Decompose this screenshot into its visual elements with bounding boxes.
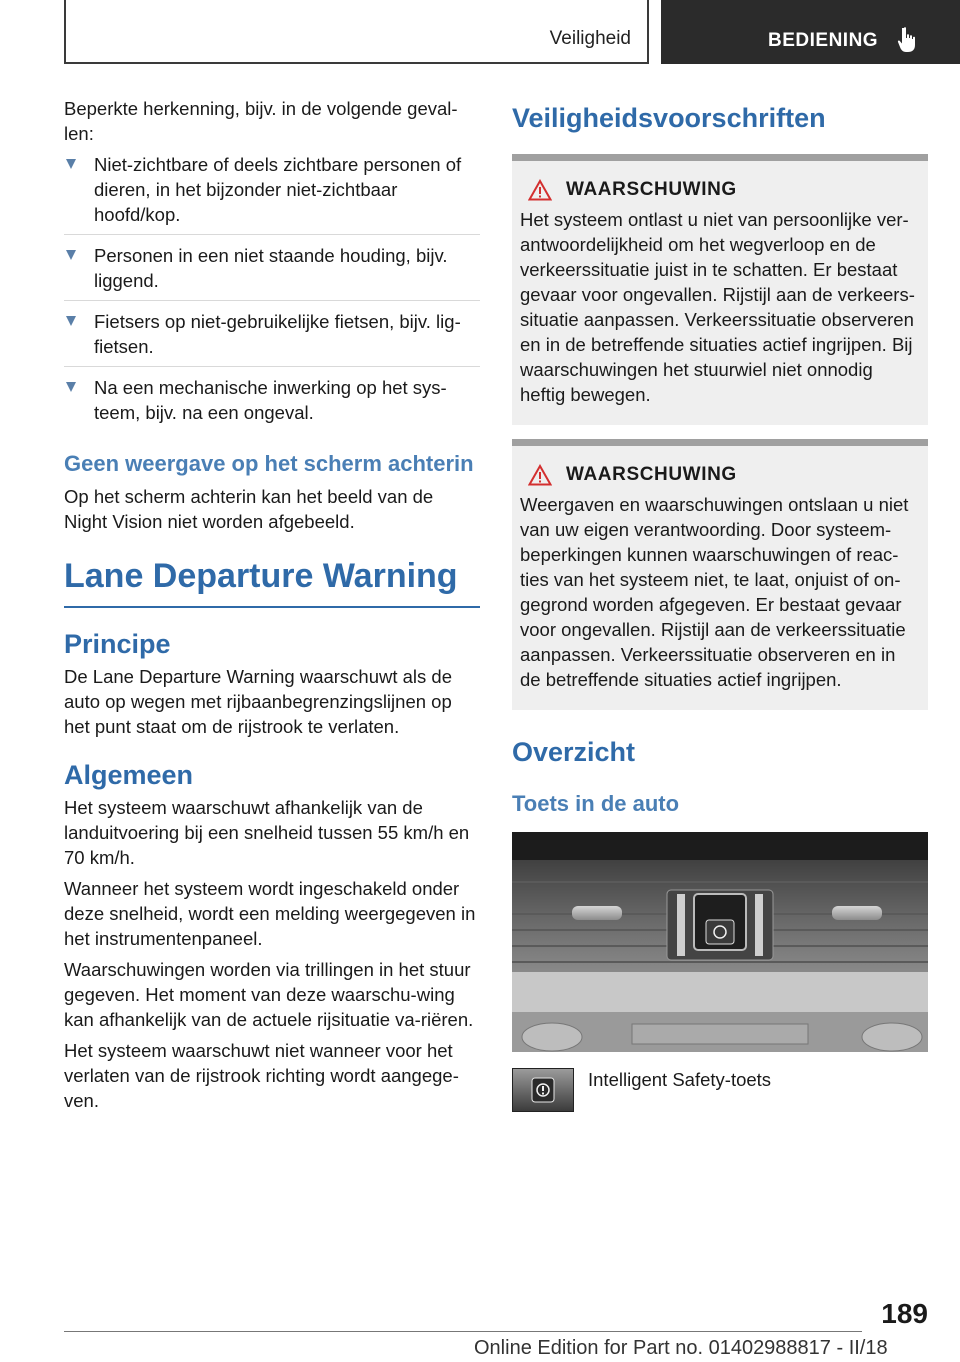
- warning-triangle-icon: [528, 464, 552, 486]
- warning-text: Weergaven en waarschuwingen ontslaan u niet van uw eigen verantwoording. Door systeem-beperkingen kunnen waarschuwingen of reac-ties van het systeem niet, te laat, onjuist of on-gegrond worden afgegeven. Er bestaat gevaar voor ongevallen. Rijstijl aan de verkeerssituatie aanpassen. Verkeerssituatie observeren en in de betreffende situaties actief ingrijpen.: [520, 494, 909, 690]
- overzicht-heading: Overzicht: [512, 737, 636, 767]
- bullet-triangle-icon: [66, 250, 76, 260]
- intelligent-safety-button-icon: [512, 1068, 574, 1112]
- list-item: [64, 243, 480, 301]
- header-chapter-title: BEDIENING: [768, 30, 879, 51]
- algemeen-heading: Algemeen: [64, 760, 194, 790]
- lane-departure-title: Lane Departure Warning: [64, 556, 480, 608]
- geen-weergave-heading: Geen weergave op het scherm achterin: [64, 451, 474, 476]
- warning-text: Het systeem ontlast u niet van persoonlijke ver-antwoordelijkheid om het wegverloop en de verkeerssituatie juist in te schatten. Er bestaat gevaar voor ongevallen. Rijstijl aan de verkeers-situatie aanpassen. Verkeerssituatie observeren en in de betreffende situaties actief ingrijpen. Bij waarschuwingen het stuurwiel niet onnodig heftig bewegen.: [520, 209, 915, 405]
- warning-box: [512, 439, 928, 710]
- button-legend: [512, 1068, 928, 1112]
- header-section-title: Veiligheid: [549, 28, 631, 49]
- page-number: 189: [881, 1298, 928, 1329]
- geen-weergave-text: Op het scherm achterin kan het beeld van de Night Vision niet worden afgebeeld.: [64, 486, 434, 532]
- hand-pointer-icon: [895, 26, 919, 54]
- warning-header: [520, 464, 920, 486]
- dashboard-button-photo: [512, 832, 928, 1052]
- button-legend-label: Intelligent Safety-toets: [588, 1069, 772, 1090]
- list-item-text: Personen in een niet staande houding, bijv. liggend.: [94, 245, 448, 291]
- intro-text: Beperkte herkenning, bijv. in de volgende geval-len:: [64, 98, 458, 144]
- list-item-text: Fietsers op niet-gebruikelijke fietsen, bijv. lig-fietsen.: [94, 311, 461, 357]
- warning-triangle-icon: [528, 179, 552, 201]
- bullet-triangle-icon: [66, 159, 76, 169]
- list-item-text: Niet-zichtbare of deels zichtbare personen of dieren, in het bijzonder niet-zichtbaar hoofd/kop.: [94, 154, 462, 225]
- veiligheid-heading: Veiligheidsvoorschriften: [512, 103, 826, 133]
- algemeen-paragraph: Waarschuwingen worden via trillingen in het stuur gegeven. Het moment van deze waarschu-wing kan afhankelijk van de actuele rijsituatie va-riëren.: [64, 959, 474, 1030]
- list-item: [64, 375, 480, 432]
- warning-title: WAARSCHUWING: [566, 464, 737, 485]
- algemeen-paragraph: Het systeem waarschuwt afhankelijk van de landuitvoering bij een snelheid tussen 55 km/h en 70 km/h.: [64, 797, 470, 868]
- principe-heading: Principe: [64, 629, 171, 659]
- limitations-list: [64, 152, 480, 432]
- toets-heading: Toets in de auto: [512, 791, 680, 816]
- warning-title: WAARSCHUWING: [566, 179, 737, 200]
- left-column: [64, 96, 480, 1119]
- algemeen-paragraph: Wanneer het systeem wordt ingeschakeld onder deze snelheid, wordt een melding weergegeven in het instrumentenpaneel.: [64, 878, 476, 949]
- principe-text: De Lane Departure Warning waarschuwt als de auto op wegen met rijbaanbegrenzingslijnen op het punt staat om de rijstrook te verlaten.: [64, 666, 453, 737]
- list-item: [64, 309, 480, 367]
- warning-box: [512, 154, 928, 425]
- footer-edition-text: Online Edition for Part no. 01402988817 - II/18: [474, 1337, 888, 1359]
- right-column: [512, 96, 928, 1112]
- footer-divider: [64, 1331, 862, 1332]
- header-section-tab: [64, 0, 649, 64]
- bullet-triangle-icon: [66, 316, 76, 326]
- header-chapter-tab: [661, 0, 960, 64]
- warning-header: [520, 179, 920, 201]
- list-item-text: Na een mechanische inwerking op het sys-teem, bijv. na een ongeval.: [94, 377, 447, 423]
- algemeen-paragraph: Het systeem waarschuwt niet wanneer voor het verlaten van de rijstrook richting wordt aangege-ven.: [64, 1040, 459, 1111]
- list-item: [64, 152, 480, 235]
- bullet-triangle-icon: [66, 382, 76, 392]
